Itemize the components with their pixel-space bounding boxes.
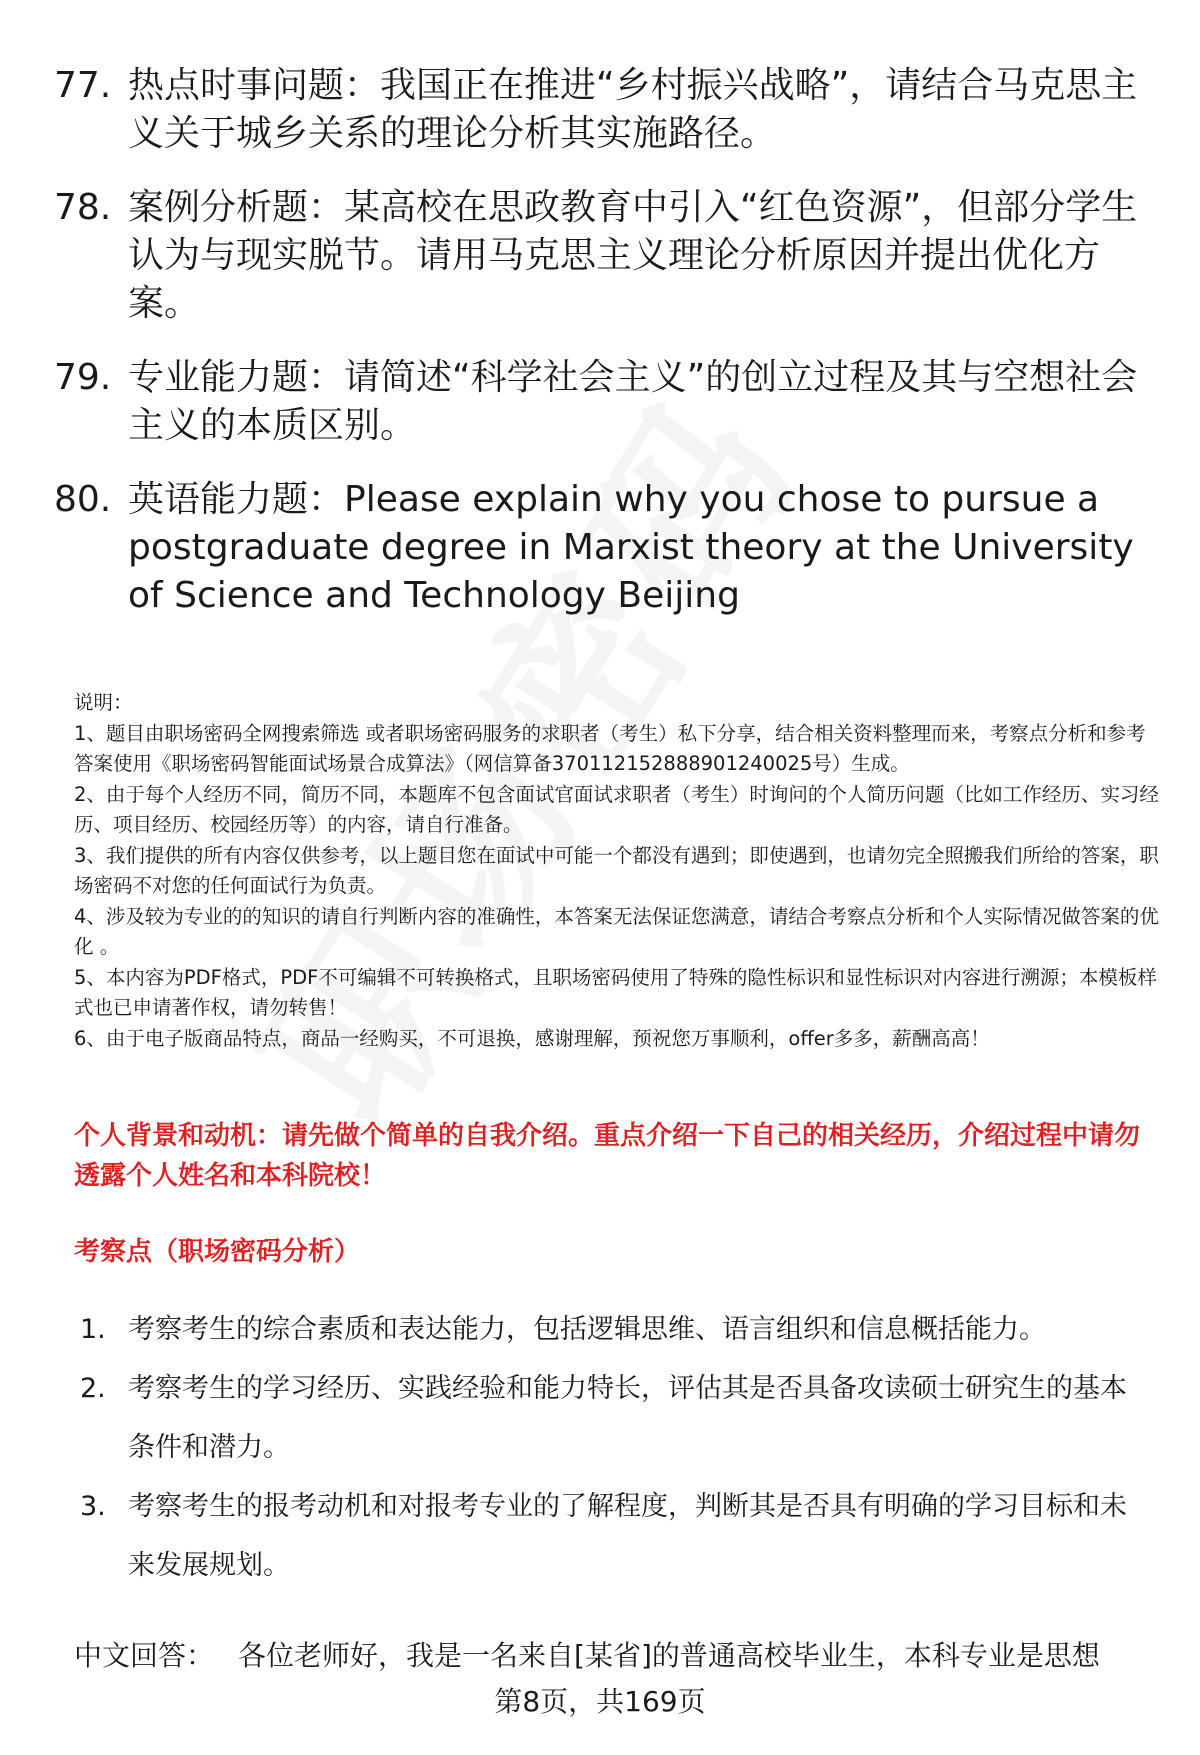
question-item — [54, 354, 1154, 450]
key-point-text: 考察考生的综合素质和表达能力，包括逻辑思维、语言组织和信息概括能力。 — [128, 1314, 1046, 1345]
question-number: 77. — [54, 65, 112, 106]
question-item — [54, 476, 1154, 620]
question-number: 78. — [54, 187, 112, 228]
answer-label: 中文回答： — [74, 1639, 215, 1672]
question-list — [54, 62, 1154, 646]
key-point-text: 考察考生的学习经历、实践经验和能力特长，评估其是否具备攻读硕士研究生的基本条件和潜力。 — [128, 1373, 1127, 1463]
question-text: 专业能力题：请简述“科学社会主义”的创立过程及其与空想社会主义的本质区别。 — [128, 357, 1138, 446]
notes-section — [74, 688, 1159, 1054]
question-number: 80. — [54, 479, 112, 520]
key-point-item — [80, 1477, 1160, 1595]
key-point-number: 3. — [80, 1491, 106, 1522]
key-point-item — [80, 1300, 1160, 1359]
question-number: 79. — [54, 357, 112, 398]
key-points-title: 考察点（职场密码分析） — [74, 1237, 361, 1267]
note-item: 4、涉及较为专业的的知识的请自行判断内容的准确性，本答案无法保证您满意，请结合考察点分析和个人实际情况做答案的优化 。 — [74, 904, 1159, 958]
key-point-item — [80, 1359, 1160, 1477]
key-point-number: 1. — [80, 1314, 106, 1345]
question-text: 案例分析题：某高校在思政教育中引入“红色资源”，但部分学生认为与现实脱节。请用马克思主义理论分析原因并提出优化方案。 — [128, 187, 1138, 324]
note-item: 2、由于每个人经历不同，简历不同，本题库不包含面试官面试求职者（考生）时询问的个人简历问题（比如工作经历、实习经历、项目经历、校园经历等）的内容，请自行准备。 — [74, 782, 1159, 836]
key-point-number: 2. — [80, 1373, 106, 1404]
question-item — [54, 184, 1154, 328]
page-footer: 第8页，共169页 — [494, 1685, 706, 1718]
key-points-list — [80, 1300, 1160, 1595]
note-item: 5、本内容为PDF格式，PDF不可编辑不可转换格式，且职场密码使用了特殊的隐性标识和显性标识对内容进行溯源；本模板样式也已申请著作权，请勿转售！ — [74, 965, 1157, 1019]
answer-text: 各位老师好，我是一名来自[某省]的普通高校毕业生，本科专业是思想 — [238, 1639, 1100, 1672]
question-text: 热点时事问题：我国正在推进“乡村振兴战略”，请结合马克思主义关于城乡关系的理论分析其实施路径。 — [128, 65, 1138, 154]
note-item: 1、题目由职场密码全网搜索筛选 或者职场密码服务的求职者（考生）私下分享，结合相关资料整理而来，考察点分析和参考答案使用《职场密码智能面试场景合成算法》（网信算备370112152888901240025号）生成。 — [74, 721, 1146, 775]
background-question: 个人背景和动机：请先做个简单的自我介绍。重点介绍一下自己的相关经历，介绍过程中请勿透露个人姓名和本科院校！ — [74, 1121, 1141, 1191]
key-point-text: 考察考生的报考动机和对报考专业的了解程度，判断其是否具有明确的学习目标和未来发展规划。 — [128, 1491, 1127, 1581]
question-item — [54, 62, 1154, 158]
note-item: 6、由于电子版商品特点，商品一经购买，不可退换，感谢理解，预祝您万事顺利，offer多多，薪酬高高！ — [74, 1026, 990, 1050]
notes-title: 说明： — [74, 691, 133, 714]
question-text: 英语能力题：Please explain why you chose to pursue a postgraduate degree in Marxist theory at the University of Science and Technology Beijing — [128, 479, 1134, 616]
note-item: 3、我们提供的所有内容仅供参考，以上题目您在面试中可能一个都没有遇到；即使遇到，也请勿完全照搬我们所给的答案，职场密码不对您的任何面试行为负责。 — [74, 843, 1159, 897]
answer-section — [74, 1634, 1174, 1678]
